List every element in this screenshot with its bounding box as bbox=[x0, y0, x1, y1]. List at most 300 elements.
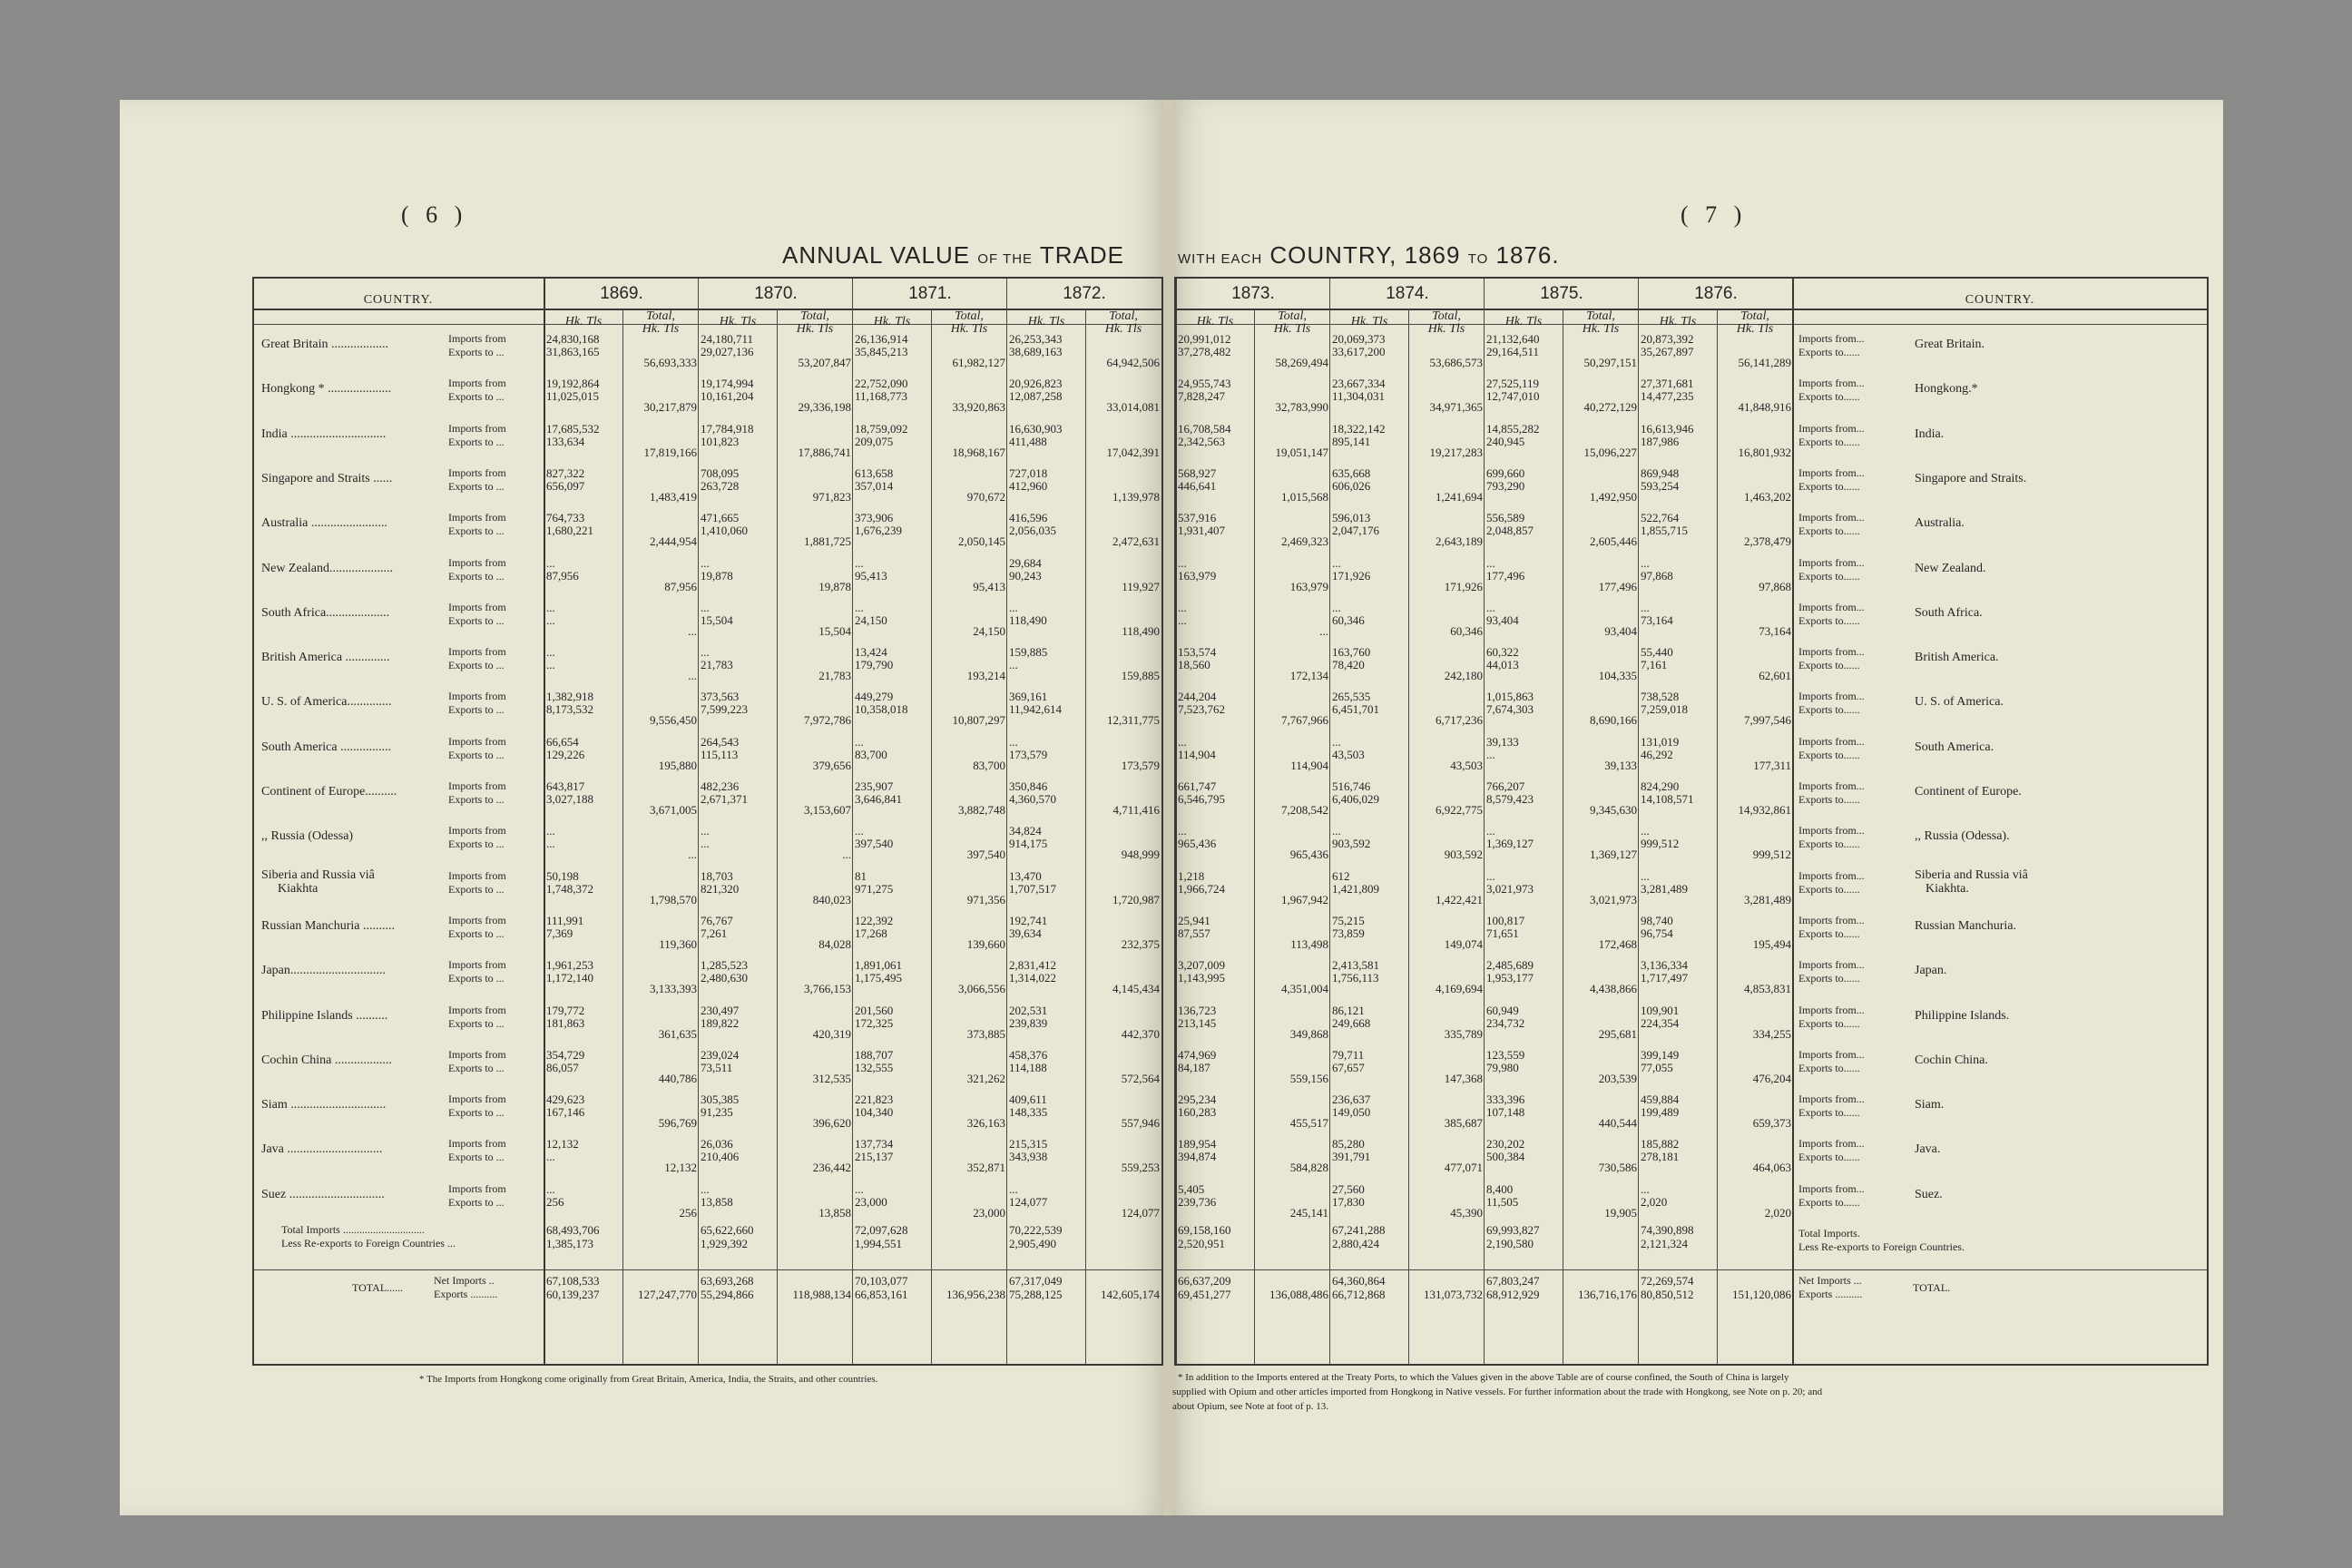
imports-value: 18,322,142 bbox=[1332, 421, 1386, 436]
exports-value: 115,113 bbox=[701, 747, 739, 761]
exports-value: 46,292 bbox=[1641, 747, 1673, 761]
exports-value: 101,823 bbox=[701, 434, 740, 448]
total-unit-header: Total, bbox=[646, 309, 675, 323]
exports-value: 173,579 bbox=[1009, 747, 1048, 761]
exports-value: 24,150 bbox=[855, 612, 887, 627]
imports-value: 471,665 bbox=[701, 511, 740, 525]
total-value: 139,660 bbox=[966, 936, 1005, 951]
total-imports-value: 69,158,160 bbox=[1178, 1223, 1231, 1237]
total-value: 56,693,333 bbox=[643, 356, 697, 369]
imports-value: 727,018 bbox=[1009, 466, 1048, 480]
total-unit-header: Total, bbox=[1432, 309, 1461, 323]
year-header: 1871. bbox=[908, 284, 952, 303]
total-value: 149,074 bbox=[1444, 936, 1483, 951]
imports-value: 17,784,918 bbox=[701, 421, 754, 436]
imports-value: ... bbox=[1486, 555, 1495, 570]
exports-value: 177,496 bbox=[1486, 568, 1525, 583]
imports-value: 18,703 bbox=[701, 868, 733, 883]
exports-value: 78,420 bbox=[1332, 658, 1365, 672]
total-value: 464,063 bbox=[1752, 1161, 1791, 1175]
total-value: 45,390 bbox=[1450, 1205, 1483, 1220]
exports-value: 31,863,165 bbox=[546, 345, 600, 358]
imports-value: ... bbox=[1332, 824, 1341, 838]
page-title-continued bbox=[1178, 241, 1560, 270]
imports-value: 50,198 bbox=[546, 868, 579, 883]
total-value: 7,997,546 bbox=[1744, 713, 1791, 728]
exports-value: 43,503 bbox=[1332, 747, 1365, 761]
exports-label-right: Exports to...... bbox=[1798, 972, 1860, 985]
total-value: 21,783 bbox=[818, 669, 851, 683]
imports-value: 122,392 bbox=[855, 913, 894, 927]
net-imports-value: 63,693,268 bbox=[701, 1274, 754, 1288]
total-value: 4,145,434 bbox=[1112, 982, 1160, 996]
total-value: 4,711,416 bbox=[1112, 803, 1160, 817]
total-value: 172,468 bbox=[1598, 936, 1637, 951]
exports-value: 19,878 bbox=[701, 568, 733, 583]
exports-value: 87,557 bbox=[1178, 926, 1210, 940]
imports-value: ... bbox=[1178, 824, 1187, 838]
exports-value: 500,384 bbox=[1486, 1150, 1525, 1164]
country-column-divider bbox=[1792, 279, 1794, 1364]
exports-value: 17,268 bbox=[855, 926, 887, 940]
exports-value: 114,188 bbox=[1009, 1060, 1047, 1074]
exports-value: 249,668 bbox=[1332, 1015, 1371, 1030]
exports-value: 179,790 bbox=[855, 658, 894, 672]
imports-value: 26,136,914 bbox=[855, 332, 908, 346]
exports-label: Exports to ... bbox=[448, 659, 505, 672]
imports-value: 86,121 bbox=[1332, 1003, 1365, 1017]
imports-value: 136,723 bbox=[1178, 1003, 1217, 1017]
exports-label: Exports to ... bbox=[448, 1061, 505, 1074]
imports-value: ... bbox=[1332, 555, 1341, 570]
imports-value: 34,824 bbox=[1009, 824, 1042, 838]
exports-value: 7,599,223 bbox=[701, 702, 748, 717]
imports-label: Imports from bbox=[448, 690, 506, 703]
imports-value: 373,906 bbox=[855, 511, 894, 525]
total-unit-header: Total, bbox=[1278, 309, 1307, 323]
imports-value: 215,315 bbox=[1009, 1137, 1048, 1152]
total-value: 385,687 bbox=[1444, 1116, 1483, 1131]
country-name-right: South Africa. bbox=[1915, 605, 1983, 620]
total-value: 30,217,879 bbox=[643, 400, 697, 415]
exports-value: 3,021,973 bbox=[1486, 881, 1534, 896]
country-name: South Africa.................... bbox=[261, 605, 390, 620]
exports-value: 2,048,857 bbox=[1486, 524, 1534, 538]
total-imports-value: 65,622,660 bbox=[701, 1223, 754, 1237]
exports-value: 1,953,177 bbox=[1486, 971, 1534, 985]
year-divider-left bbox=[698, 279, 699, 1364]
exports-label-right: Exports to...... bbox=[1798, 390, 1860, 404]
exports-value: 13,858 bbox=[701, 1194, 733, 1209]
imports-value: 643,817 bbox=[546, 779, 585, 793]
exports-value: 999,512 bbox=[1641, 837, 1680, 851]
total-value: 840,023 bbox=[812, 892, 851, 906]
country-name: Hongkong * .................... bbox=[261, 382, 392, 397]
total-value: 295,681 bbox=[1598, 1026, 1637, 1041]
imports-value: 18,759,092 bbox=[855, 421, 908, 436]
country-name: Continent of Europe.......... bbox=[261, 785, 397, 799]
exports-value: 21,783 bbox=[701, 658, 733, 672]
exports-value: 11,168,773 bbox=[855, 389, 908, 404]
exports-value: 2,020 bbox=[1641, 1194, 1668, 1209]
total-value: 4,438,866 bbox=[1590, 982, 1637, 996]
country-name-right: Russian Manchuria. bbox=[1915, 918, 2016, 933]
imports-value: 305,385 bbox=[701, 1093, 740, 1107]
total-value: 9,345,630 bbox=[1590, 803, 1637, 817]
imports-value: ... bbox=[546, 555, 555, 570]
imports-value: 189,954 bbox=[1178, 1137, 1217, 1152]
exports-value: 11,505 bbox=[1486, 1194, 1519, 1209]
total-value: ... bbox=[688, 623, 697, 638]
exports-value: 2,056,035 bbox=[1009, 524, 1056, 538]
exports-value: 104,340 bbox=[855, 1105, 894, 1120]
exports-label-right: Exports to...... bbox=[1798, 1106, 1860, 1120]
imports-label: Imports from bbox=[448, 466, 506, 479]
exports-label-right: Exports to...... bbox=[1798, 838, 1860, 851]
exports-value: 606,026 bbox=[1332, 478, 1371, 493]
exports-value: 263,728 bbox=[701, 478, 740, 493]
total-value: 6,922,775 bbox=[1436, 803, 1483, 817]
imports-value: 764,733 bbox=[546, 511, 585, 525]
total-value: 312,535 bbox=[812, 1071, 851, 1085]
total-value: 730,586 bbox=[1598, 1161, 1637, 1175]
net-imports-value: 66,637,209 bbox=[1178, 1274, 1231, 1288]
total-value: 173,579 bbox=[1121, 758, 1160, 772]
country-name: Great Britain .................. bbox=[261, 338, 388, 351]
totals-rule bbox=[254, 1269, 1161, 1270]
imports-value: 869,948 bbox=[1641, 466, 1680, 480]
imports-value: 244,204 bbox=[1178, 690, 1217, 704]
total-value: 3,671,005 bbox=[650, 803, 697, 817]
total-value: 2,444,954 bbox=[650, 534, 697, 549]
exports-label-right: Exports to...... bbox=[1798, 524, 1860, 538]
imports-label-right: Imports from... bbox=[1798, 690, 1865, 703]
exports-value: 35,267,897 bbox=[1641, 345, 1694, 358]
exports-total-label: Exports .......... bbox=[434, 1288, 498, 1300]
total-value: 3,153,607 bbox=[804, 803, 851, 817]
total-value: 1,483,419 bbox=[650, 489, 697, 504]
exports-value: 224,354 bbox=[1641, 1015, 1680, 1030]
page-title bbox=[782, 241, 1124, 270]
exports-value: 29,027,136 bbox=[701, 345, 754, 358]
total-value: 15,504 bbox=[818, 623, 851, 638]
imports-value: 131,019 bbox=[1641, 734, 1680, 749]
total-value: 17,886,741 bbox=[798, 445, 851, 459]
year-divider-right bbox=[1175, 279, 1177, 1364]
total-value: 1,492,950 bbox=[1590, 489, 1637, 504]
exports-value: ... bbox=[546, 658, 555, 672]
total-unit-header: Hk. Tls bbox=[950, 322, 988, 336]
total-value: 1,241,694 bbox=[1436, 489, 1483, 504]
total-value: 596,769 bbox=[658, 1116, 697, 1131]
exports-value: 129,226 bbox=[546, 747, 585, 761]
imports-value: 827,322 bbox=[546, 466, 585, 480]
exports-label-right: Exports to...... bbox=[1798, 793, 1860, 806]
imports-value: 1,218 bbox=[1178, 868, 1205, 883]
exports-value: 171,926 bbox=[1332, 568, 1371, 583]
exports-value: 914,175 bbox=[1009, 837, 1048, 851]
total-value: 559,253 bbox=[1121, 1161, 1160, 1175]
total-value: 3,882,748 bbox=[958, 803, 1005, 817]
country-name-right: Continent of Europe. bbox=[1915, 785, 2022, 799]
imports-value: ... bbox=[701, 555, 710, 570]
footnote-right-line-1: * In addition to the Imports entered at the Treaty Ports, to which the Values given in the above Table are of course confined, the South of China is largely bbox=[1178, 1372, 1789, 1383]
country-name-right: Philippine Islands. bbox=[1915, 1008, 2010, 1023]
exports-total-value: 60,139,237 bbox=[546, 1288, 600, 1301]
footnote-right-line-3: about Opium, see Note at foot of p. 13. bbox=[1172, 1401, 1328, 1412]
exports-value: 11,304,031 bbox=[1332, 389, 1386, 404]
exports-value: 2,671,371 bbox=[701, 792, 748, 806]
exports-value: 167,146 bbox=[546, 1105, 585, 1120]
imports-value: 27,560 bbox=[1332, 1181, 1365, 1196]
exports-value: 23,000 bbox=[855, 1194, 887, 1209]
imports-value: 482,236 bbox=[701, 779, 740, 793]
total-value: 73,164 bbox=[1759, 623, 1791, 638]
header-rule bbox=[1176, 309, 2207, 310]
imports-value: 474,969 bbox=[1178, 1047, 1217, 1062]
exports-value: 133,634 bbox=[546, 434, 585, 448]
imports-value: 27,525,119 bbox=[1486, 377, 1540, 391]
exports-label: Exports to ... bbox=[448, 346, 505, 358]
imports-value: 766,207 bbox=[1486, 779, 1525, 793]
total-value: 442,370 bbox=[1121, 1026, 1160, 1041]
total-value: 326,163 bbox=[966, 1116, 1005, 1131]
total-imports-value: 67,241,288 bbox=[1332, 1223, 1386, 1237]
total-value: 6,717,236 bbox=[1436, 713, 1483, 728]
total-value: 245,141 bbox=[1289, 1205, 1328, 1220]
exports-value: 6,406,029 bbox=[1332, 792, 1379, 806]
exports-value: 593,254 bbox=[1641, 478, 1680, 493]
imports-value: 522,764 bbox=[1641, 511, 1680, 525]
total-label: TOTAL...... bbox=[352, 1281, 404, 1294]
imports-value: 60,949 bbox=[1486, 1003, 1519, 1017]
year-header: 1874. bbox=[1386, 284, 1429, 303]
country-name-right: ,, Russia (Odessa). bbox=[1915, 829, 2010, 844]
exports-value: 7,369 bbox=[546, 926, 573, 940]
exports-value: 67,657 bbox=[1332, 1060, 1365, 1074]
country-name-right: Suez. bbox=[1915, 1187, 1943, 1201]
imports-value: 19,174,994 bbox=[701, 377, 754, 391]
exports-value: 394,874 bbox=[1178, 1150, 1217, 1164]
imports-value: 2,413,581 bbox=[1332, 958, 1379, 973]
exports-value: 33,617,200 bbox=[1332, 345, 1386, 358]
total-value: 3,133,393 bbox=[650, 982, 697, 996]
total-value: 41,848,916 bbox=[1738, 400, 1791, 415]
imports-value: 1,015,863 bbox=[1486, 690, 1534, 704]
country-name: Russian Manchuria .......... bbox=[261, 918, 395, 933]
imports-value: 85,280 bbox=[1332, 1137, 1365, 1152]
imports-value: ... bbox=[701, 824, 710, 838]
country-name: Siberia and Russia viâ bbox=[261, 867, 375, 882]
imports-value: ... bbox=[701, 600, 710, 614]
exports-value: 29,164,511 bbox=[1486, 345, 1540, 358]
total-value: 2,020 bbox=[1764, 1205, 1791, 1220]
imports-value: 24,955,743 bbox=[1178, 377, 1231, 391]
total-value: 17,819,166 bbox=[643, 445, 697, 459]
imports-value: 20,926,823 bbox=[1009, 377, 1063, 391]
total-value: 361,635 bbox=[658, 1026, 697, 1041]
exports-value: 391,791 bbox=[1332, 1150, 1371, 1164]
total-value: 9,556,450 bbox=[650, 713, 697, 728]
country-name: Cochin China .................. bbox=[261, 1053, 392, 1067]
imports-value: 79,711 bbox=[1332, 1047, 1365, 1062]
footnote-left: * The Imports from Hongkong come originally from Great Britain, America, India, the Straits, and other countries. bbox=[419, 1374, 878, 1385]
total-value: 2,378,479 bbox=[1744, 534, 1791, 549]
total-value: 7,767,966 bbox=[1281, 713, 1328, 728]
exports-value: 160,283 bbox=[1178, 1105, 1217, 1120]
exports-value: 7,261 bbox=[701, 926, 728, 940]
imports-value: ... bbox=[1009, 734, 1018, 749]
total-value: 256 bbox=[679, 1205, 697, 1220]
imports-value: 179,772 bbox=[546, 1003, 585, 1017]
total-value: 1,369,127 bbox=[1590, 848, 1637, 862]
total-value: 18,968,167 bbox=[952, 445, 1005, 459]
exports-value: 39,634 bbox=[1009, 926, 1042, 940]
total-value: 33,920,863 bbox=[952, 400, 1005, 415]
total-value: ... bbox=[688, 669, 697, 683]
country-name-right: South America. bbox=[1915, 740, 1994, 754]
total-value: 24,150 bbox=[973, 623, 1005, 638]
total-value: 352,871 bbox=[966, 1161, 1005, 1175]
country-name: Singapore and Straits ...... bbox=[261, 471, 393, 485]
imports-value: 612 bbox=[1332, 868, 1350, 883]
exports-value: 8,173,532 bbox=[546, 702, 593, 717]
exports-value: 148,335 bbox=[1009, 1105, 1048, 1120]
net-imports-label-right: Net Imports ... bbox=[1798, 1274, 1862, 1287]
total-value: 15,096,227 bbox=[1583, 445, 1637, 459]
grand-total-value: 142,605,174 bbox=[1101, 1288, 1160, 1301]
total-value: 118,490 bbox=[1122, 623, 1160, 638]
exports-value: ... bbox=[546, 837, 555, 851]
exports-value: 1,172,140 bbox=[546, 971, 593, 985]
exports-value: 4,360,570 bbox=[1009, 792, 1056, 806]
country-name-right: Java. bbox=[1915, 1142, 1941, 1157]
total-value: 43,503 bbox=[1450, 758, 1483, 772]
exports-total-value: 80,850,512 bbox=[1641, 1288, 1694, 1301]
total-value: ... bbox=[1319, 623, 1328, 638]
left-page-number: ( 6 ) bbox=[401, 201, 468, 228]
exports-value: 7,828,247 bbox=[1178, 389, 1225, 404]
imports-value: 16,708,584 bbox=[1178, 421, 1231, 436]
unit-header: Hk. Tls bbox=[1504, 315, 1543, 328]
exports-label: Exports to ... bbox=[448, 926, 505, 940]
exports-value: 1,748,372 bbox=[546, 881, 593, 896]
imports-value: 230,202 bbox=[1486, 1137, 1525, 1152]
total-value: 10,807,297 bbox=[952, 713, 1005, 728]
total-value: 1,720,987 bbox=[1112, 892, 1160, 906]
book-spread bbox=[120, 100, 2223, 1515]
total-value: 83,700 bbox=[973, 758, 1005, 772]
imports-value: 708,095 bbox=[701, 466, 740, 480]
year-divider-right bbox=[1638, 279, 1639, 1364]
country-name-right: Siberia and Russia viâ bbox=[1915, 867, 2028, 882]
exports-value: 8,579,423 bbox=[1486, 792, 1534, 806]
total-value: 104,335 bbox=[1598, 669, 1637, 683]
total-value: ... bbox=[842, 848, 851, 862]
exports-total-value: 75,288,125 bbox=[1009, 1288, 1063, 1301]
total-value: 1,967,942 bbox=[1281, 892, 1328, 906]
exports-value: 1,676,239 bbox=[855, 524, 902, 538]
exports-value: 1,931,407 bbox=[1178, 524, 1225, 538]
imports-value: ... bbox=[701, 645, 710, 660]
exports-value: 114,904 bbox=[1178, 747, 1216, 761]
exports-label: Exports to ... bbox=[448, 524, 505, 538]
imports-label: Imports from bbox=[448, 1181, 506, 1195]
total-value: 16,801,932 bbox=[1738, 445, 1791, 459]
imports-value: 556,589 bbox=[1486, 511, 1525, 525]
exports-label-right: Exports to...... bbox=[1798, 613, 1860, 627]
exports-value: 7,161 bbox=[1641, 658, 1668, 672]
exports-value: 7,259,018 bbox=[1641, 702, 1688, 717]
net-imports-label: Net Imports .. bbox=[434, 1274, 495, 1287]
exports-value: 256 bbox=[546, 1194, 564, 1209]
imports-value: 60,322 bbox=[1486, 645, 1519, 660]
net-imports-value: 67,803,247 bbox=[1486, 1274, 1540, 1288]
imports-value: ... bbox=[701, 1181, 710, 1196]
imports-value: 153,574 bbox=[1178, 645, 1217, 660]
imports-value: 21,132,640 bbox=[1486, 332, 1540, 346]
exports-value: 1,680,221 bbox=[546, 524, 593, 538]
exports-value: 15,504 bbox=[701, 612, 733, 627]
imports-value: 24,830,168 bbox=[546, 332, 600, 346]
total-value: 12,132 bbox=[664, 1161, 697, 1175]
exports-value: 1,966,724 bbox=[1178, 881, 1225, 896]
imports-value: 20,069,373 bbox=[1332, 332, 1386, 346]
imports-value: 55,440 bbox=[1641, 645, 1673, 660]
country-name: Java .............................. bbox=[261, 1142, 383, 1157]
total-value: 177,496 bbox=[1598, 579, 1637, 593]
exports-value: 14,108,571 bbox=[1641, 792, 1694, 806]
imports-label-right: Imports from... bbox=[1798, 555, 1865, 569]
imports-value: 27,371,681 bbox=[1641, 377, 1694, 391]
total-value: 396,620 bbox=[812, 1116, 851, 1131]
country-name-continued: Kiakhta bbox=[278, 881, 318, 896]
exports-value: 149,050 bbox=[1332, 1105, 1371, 1120]
imports-value: 613,658 bbox=[855, 466, 894, 480]
imports-value: 369,161 bbox=[1009, 690, 1048, 704]
exports-value: 189,822 bbox=[701, 1015, 740, 1030]
total-value: 119,927 bbox=[1122, 579, 1160, 593]
exports-value: 71,651 bbox=[1486, 926, 1519, 940]
imports-value: 459,884 bbox=[1641, 1093, 1680, 1107]
exports-value: 1,369,127 bbox=[1486, 837, 1534, 851]
exports-value: 239,736 bbox=[1178, 1194, 1217, 1209]
exports-value: 86,057 bbox=[546, 1060, 579, 1074]
exports-total-value: 66,712,868 bbox=[1332, 1288, 1386, 1301]
net-imports-value: 70,103,077 bbox=[855, 1274, 908, 1288]
country-name-right: New Zealand. bbox=[1915, 561, 1986, 575]
exports-value: 11,942,614 bbox=[1009, 702, 1063, 717]
total-value: 114,904 bbox=[1290, 758, 1328, 772]
exports-value: 91,235 bbox=[701, 1105, 733, 1120]
imports-value: ... bbox=[1009, 1181, 1018, 1196]
imports-label: Imports from bbox=[448, 913, 506, 926]
imports-value: ... bbox=[1178, 734, 1187, 749]
total-label-right: TOTAL. bbox=[1913, 1281, 1951, 1294]
less-reexports-label-right: Less Re-exports to Foreign Countries. bbox=[1798, 1240, 1965, 1253]
exports-value: 1,855,715 bbox=[1641, 524, 1688, 538]
imports-value: 399,149 bbox=[1641, 1047, 1680, 1062]
exports-value: 93,404 bbox=[1486, 612, 1519, 627]
imports-label-right: Imports from... bbox=[1798, 377, 1865, 390]
exports-value: 1,707,517 bbox=[1009, 881, 1056, 896]
country-name-right: Japan. bbox=[1915, 964, 1947, 978]
country-name: British America .............. bbox=[261, 651, 390, 665]
total-value: 195,880 bbox=[658, 758, 697, 772]
total-value: 40,272,129 bbox=[1583, 400, 1637, 415]
total-value: 2,643,189 bbox=[1436, 534, 1483, 549]
imports-label: Imports from bbox=[448, 734, 506, 748]
